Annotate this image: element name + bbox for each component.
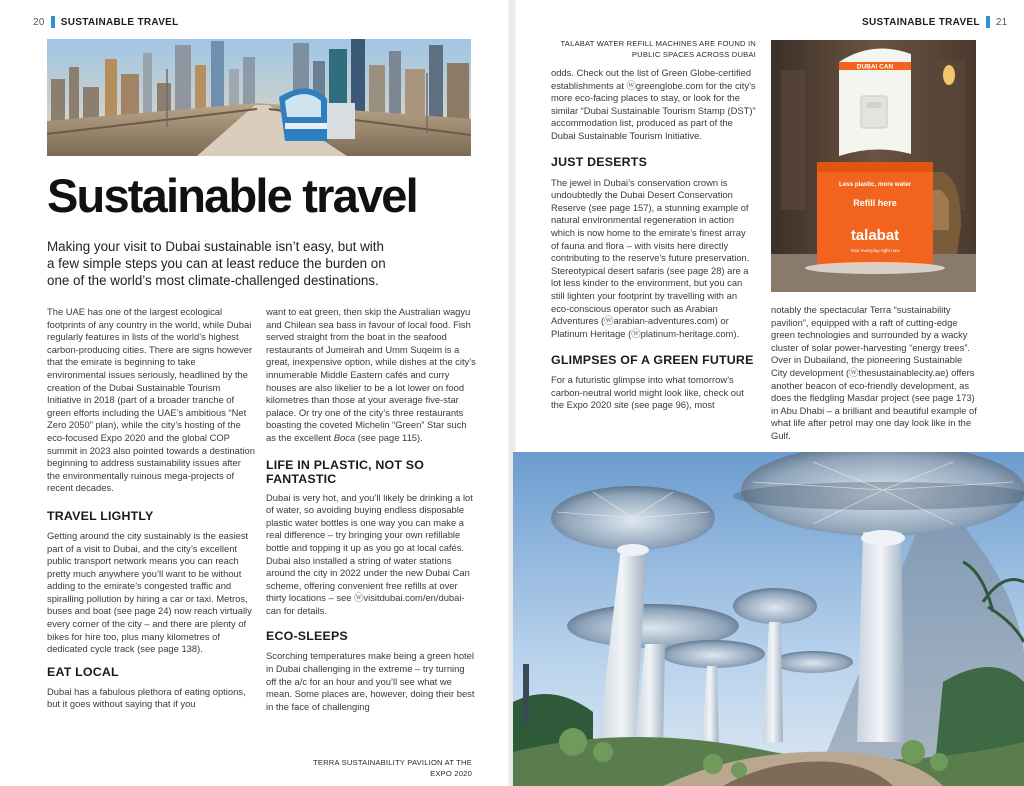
column-2	[266, 306, 476, 713]
plastic-heading: LIFE IN PLASTIC, NOT SO FANTASTIC	[266, 457, 425, 486]
column-1	[47, 306, 255, 711]
dubai-metro-photo	[47, 39, 471, 156]
green-future-continued-paragraph: notably the spectacular Terra “sustainability pavilion”, equipped with a raft of cutting-edge green technologies and surrounded by a wacky cluster of solar power-harvesting “energy trees”. Over in Dubailand, the pioneering Sustainable City development (ⓦthesustainablecity.ae) offers another beacon of eco-friendly development, as does the fledgling Masdar project (see page 173) in Abu Dhabi – a brilliant and beautiful example of what life after petrol may one day look like in the Gulf.	[771, 304, 977, 441]
talabat-photo-caption: TALABAT WATER REFILL MACHINES ARE FOUND IN PUBLIC SPACES ACROSS DUBAI	[560, 39, 756, 59]
column-4	[771, 304, 981, 443]
eco-sleeps-paragraph: Scorching temperatures make being a green hotel in Dubai challenging in the extreme – try turning off the a/c for an hour and you’ll see what we mean. Some places are, however, doing their best in the face of challenging	[266, 650, 475, 712]
eat-local-heading: EAT LOCAL	[47, 664, 119, 679]
page-number-left: 20	[33, 16, 45, 28]
kiosk-tagline: Your everyday right now	[850, 248, 900, 253]
section-label-right: SUSTAINABLE TRAVEL	[862, 16, 980, 28]
green-future-paragraph: For a futuristic glimpse into what tomorrow’s carbon-neutral world might look like, check out the Expo 2020 site (see page 96), most	[551, 374, 744, 411]
running-head-left	[33, 16, 179, 28]
standfirst: Making your visit to Dubai sustainable isn’t easy, but with a few simple steps you can at least reduce the burden on one of the world’s most climate-challenged destinations.	[47, 239, 386, 288]
eat-local-continued-text: want to eat green, then skip the Australian wagyu and Chilean sea bass in favour of local food. Fish served straight from the boat in the seafood restaurants of Jumeirah and Umm Suqeim is a great, inexpensive option, while dishes at the city’s innumerable Middle Eastern cafés and curry houses are also likelier to be a lot lower on food kilometres than those at your average five-star palace. Or try one of the city’s three restaurants boasting the coveted Michelin “Green” Star such as the excellent	[266, 306, 476, 443]
just-deserts-paragraph: The jewel in Dubai’s conservation crown is undoubtedly the Dubai Desert Conservation Reserve (see page 157), a stunning example of natural environmental regeneration in action which is now home to the emirate’s finest array of fauna and flora – with visits here directly contributing to the reserve’s future preservation. Stereotypical desert safaris (see page 28) are a lot less kinder to the environment, but you can still lighten your footprint by travelling with an eco-conscious operator such as Arabian Adventures (ⓦarabian-adventures.com) or Platinum Heritage (ⓦplatinum-heritage.com).	[551, 176, 750, 339]
just-deserts-heading: JUST DESERTS	[551, 154, 648, 169]
column-3	[551, 38, 756, 412]
green-future-heading: GLIMPSES OF A GREEN FUTURE	[551, 353, 754, 368]
eco-sleeps-continued-paragraph: odds. Check out the list of Green Globe-certified establishments at ⓦgreenglobe.com for the city’s more eco-facing places to stay, or look for the similar “Dubai Sustainable Tourism Stamp (DST)” accommodation list, produced as part of the Dubai Sustainable Tourism Initiative.	[551, 67, 756, 141]
article-title: Sustainable travel	[47, 169, 417, 222]
running-head-right	[862, 16, 1008, 28]
eco-sleeps-heading: ECO-SLEEPS	[266, 629, 348, 644]
plastic-paragraph: Dubai is very hot, and you’ll likely be drinking a lot of water, so avoiding buying endless disposable plastic water bottles is one way you can make a real difference – try bringing your own refillable bottle and topping it up as you go at local cafés. Dubai also installed a string of water stations around the city in 2022 under the new Dubai Can scheme, offering convenient free refills at over thirty locations – see ⓦvisitdubai.com/en/dubai-can for details.	[266, 491, 473, 616]
travel-lightly-paragraph: Getting around the city sustainably is the easiest part of a visit to Dubai, and the city’s excellent public transport network means you can reach pretty much anywhere you’ll want to be without adding to the emirate’s congested traffic and spiralling pollution by hiring a car or taxi. Metros, buses and boat (see page 24) now reach virtually every corner of the city – and there are plenty of bikes for hire too, plus many kilometres of dedicated cycle track (see page 138).	[47, 529, 252, 655]
eat-local-paragraph: Dubai has a fabulous plethora of eating options, but it goes without saying that if you	[47, 685, 246, 710]
talabat-refill-machine-photo	[771, 40, 976, 292]
eat-local-continued-paragraph	[266, 306, 476, 445]
section-label-left: SUSTAINABLE TRAVEL	[60, 16, 179, 28]
travel-lightly-heading: TRAVEL LIGHTLY	[47, 508, 154, 523]
kiosk-brand-logo: talabat	[850, 227, 900, 244]
kiosk-sign-top: DUBAI CAN	[856, 63, 894, 71]
boca-restaurant-name: Boca	[333, 431, 356, 443]
terra-pavilion-photo	[513, 452, 1024, 786]
accent-bar-left	[51, 16, 55, 28]
intro-paragraph: The UAE has one of the largest ecological footprints of any country in the world, while Dubai regularly features in lists of the world’s highest carbon-producing cities. There are signs however that the emirate is beginning to take environmental issues seriously, headlined by the creation of the Dubai Sustainable Tourism Initiative in 2018 (part of a broader tranche of green efforts including the UAE’s ambitious “Net Zero 2050” plan), while the city’s hosting of the eco-focused Expo 2020 and the global COP summit in 2023 also pointed towards a destination beginning to address sustainability issues after the environmentally ruinous mega-projects of recent decades.	[47, 306, 255, 494]
eat-local-continued-ref: (see page 115).	[357, 431, 423, 443]
accent-bar-right	[986, 16, 990, 28]
page-number-right: 21	[995, 16, 1008, 28]
kiosk-refill-label: Refill here	[853, 198, 897, 208]
pavilion-photo-caption: TERRA SUSTAINABILITY PAVILION AT THE EXPO 2020	[313, 758, 472, 778]
kiosk-slogan: Less plastic, more water	[839, 181, 911, 188]
